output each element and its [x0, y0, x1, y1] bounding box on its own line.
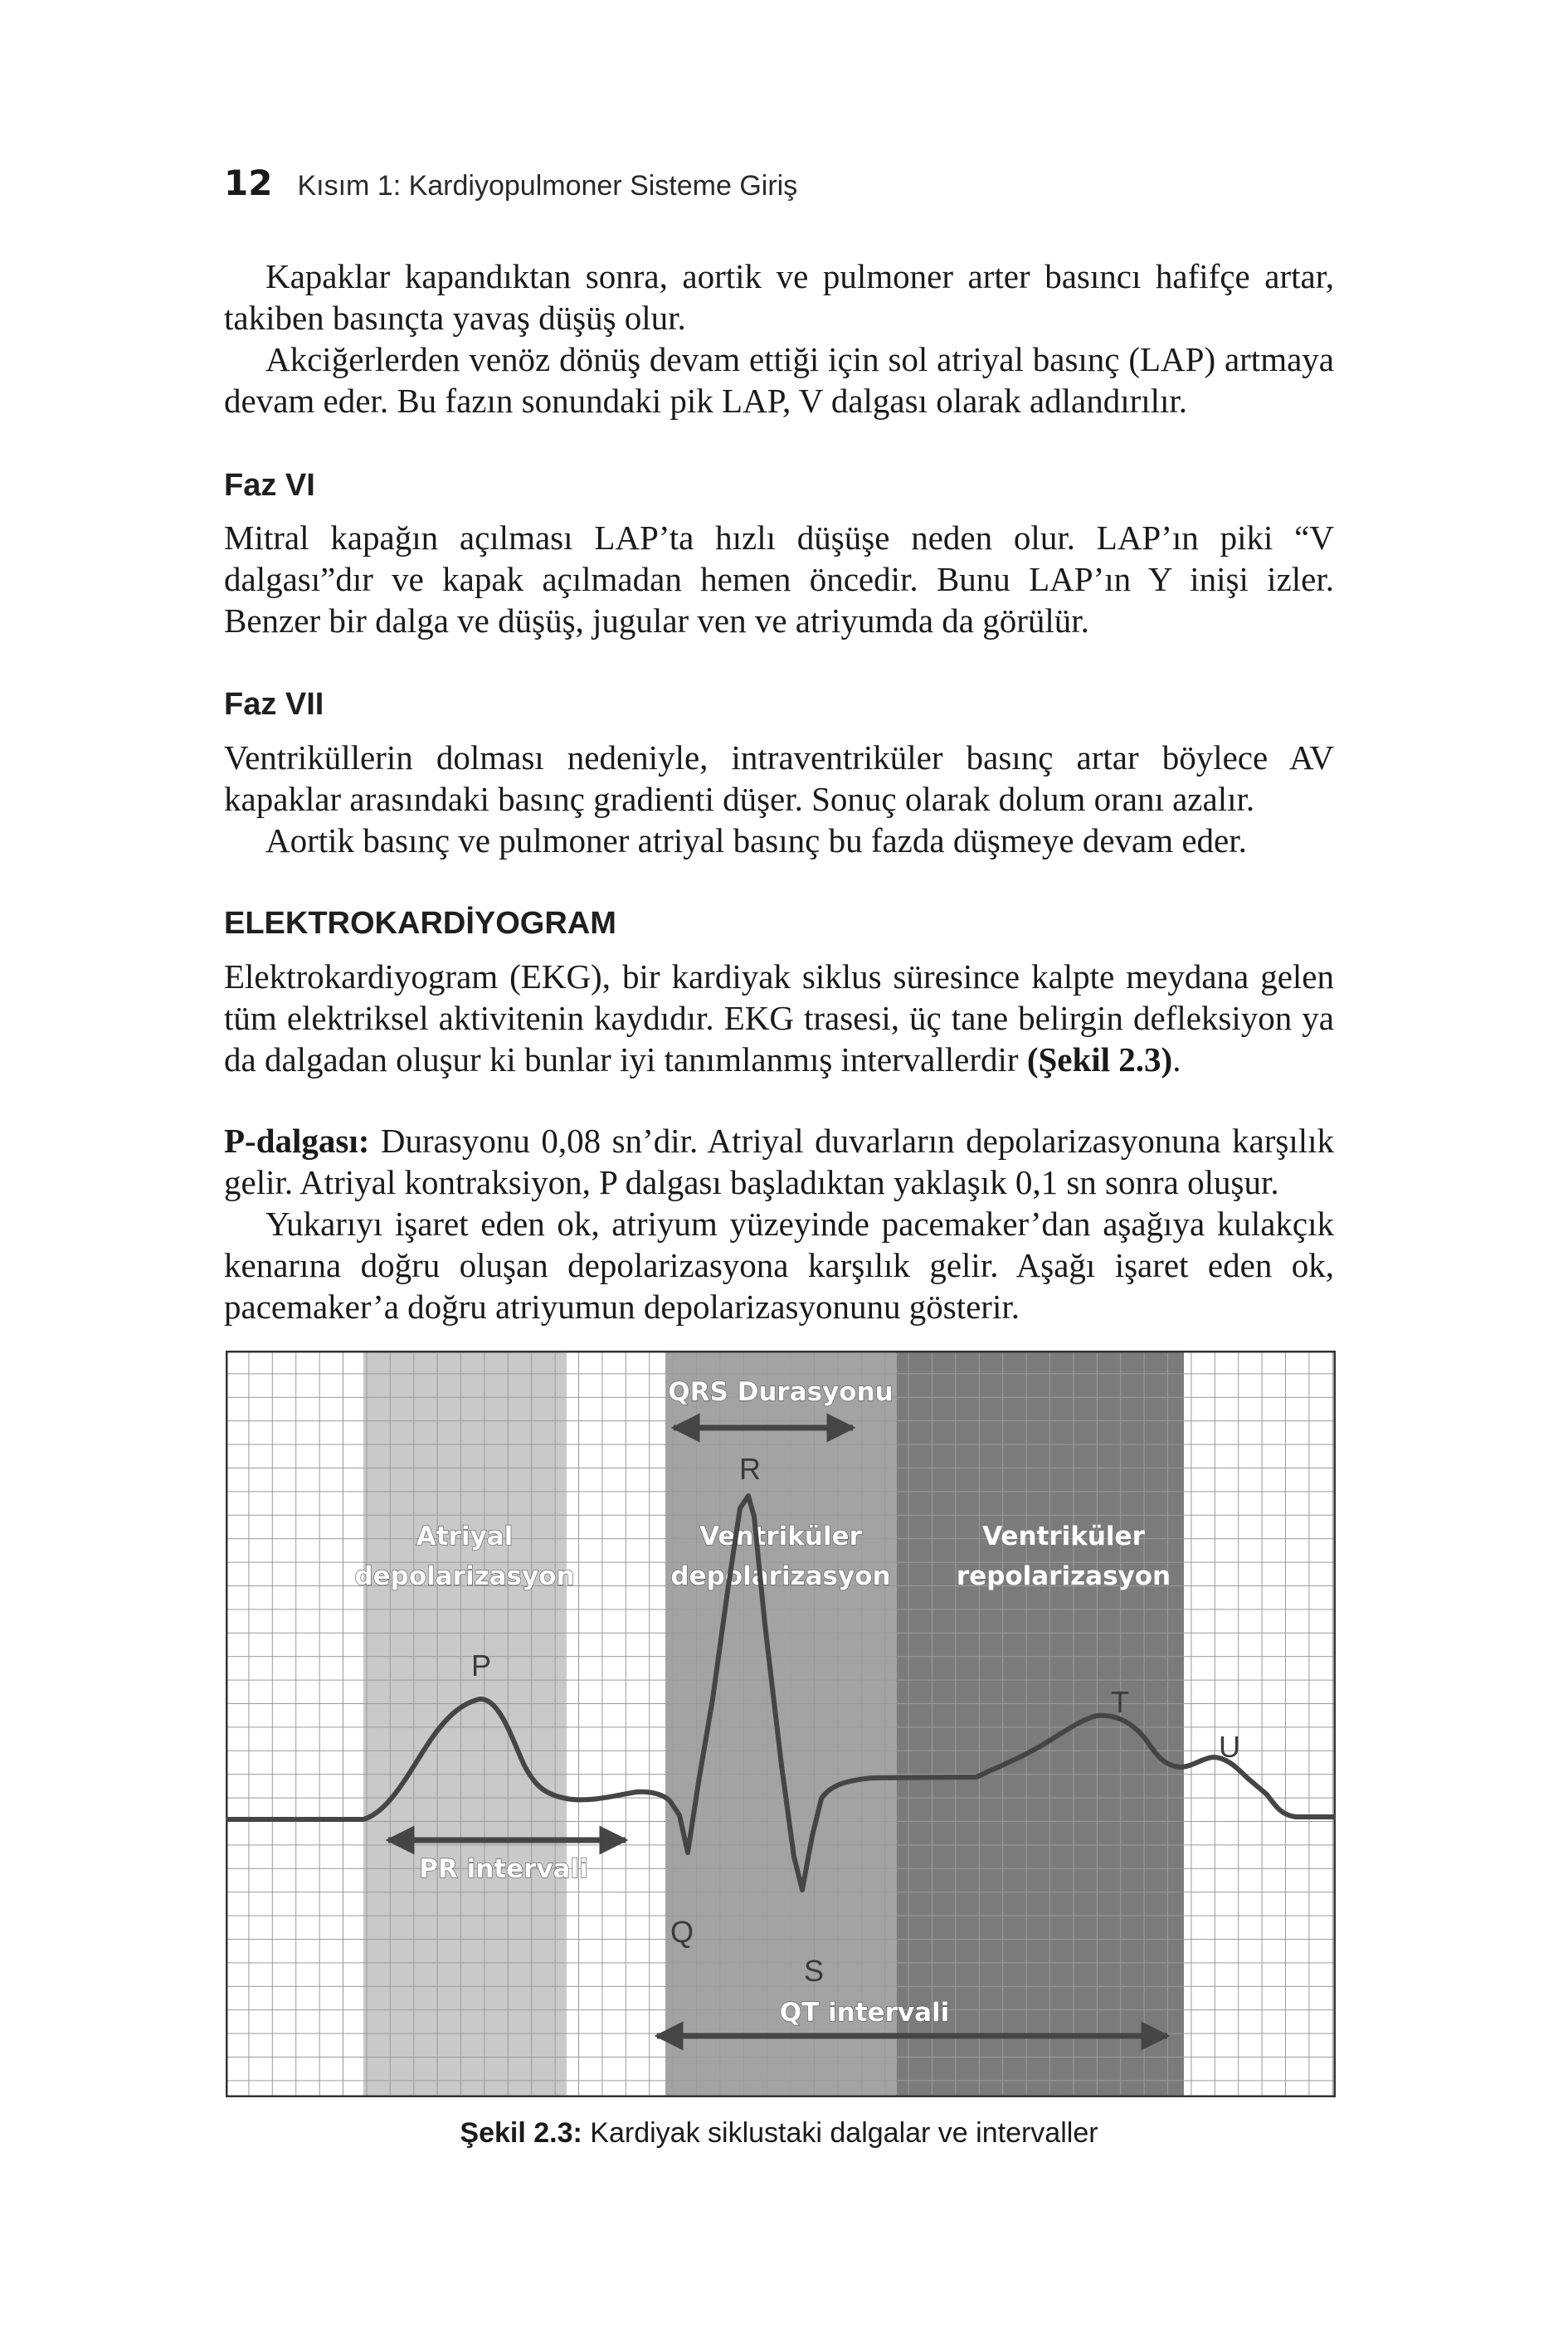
paragraph-6-text: Elektrokardiyogram (EKG), bir kardiyak siklus süresince kalpte meydana gelen tüm elektriksel aktivitenin kaydıdır. EKG trasesi, üç tane belirgin defleksiyon ya da dalgadan oluşur ki bunlar iyi tanımlanmış intervallerdir	[224, 957, 1334, 1079]
paragraph-4: Ventriküllerin dolması nedeniyle, intraventriküler basınç artar böylece AV kapaklar arasındaki basınç gradienti düşer. Sonuç olarak dolum oranı azalır.	[224, 738, 1334, 818]
atrial-label-line2: depolarizasyon	[354, 1561, 575, 1591]
heading-faz-vi: Faz VI	[224, 468, 315, 503]
ventricular-depol-label-line2: depolarizasyon	[670, 1561, 891, 1591]
q-wave-label: Q	[670, 1915, 694, 1949]
u-wave-label: U	[1219, 1730, 1240, 1764]
p-wave-label: P	[470, 1648, 492, 1682]
ventricular-repol-label-line2: repolarizasyon	[956, 1561, 1171, 1591]
paragraph-7-text: Durasyonu 0,08 sn’dir. Atriyal duvarların depolarizasyonuna karşılık gelir. Atriyal kontraksiyon, P dalgası başladıktan yaklaşık 0,1 sn sonra oluşur.	[224, 1122, 1334, 1201]
figure-reference: (Şekil 2.3)	[1026, 1040, 1173, 1079]
figure-caption	[224, 2117, 1334, 2150]
s-wave-label: S	[803, 1954, 825, 1988]
paragraph-6	[224, 956, 1334, 1080]
paragraph-1: Kapaklar kapandıktan sonra, aortik ve pulmoner arter basıncı hafifçe artar, takiben basınçta yavaş düşüş olur.	[224, 257, 1334, 337]
page-number: 12	[224, 163, 273, 203]
qt-interval-label: QT intervali	[779, 1998, 950, 2028]
term-p-dalgasi: P-dalgası:	[224, 1122, 370, 1160]
r-wave-label: R	[739, 1452, 761, 1486]
paragraph-6-end: .	[1172, 1040, 1181, 1079]
atrial-label-line1: Atriyal	[416, 1522, 514, 1551]
pr-interval-label: PR intervali	[419, 1854, 588, 1884]
ventricular-repol-label-line1: Ventriküler	[982, 1522, 1145, 1551]
t-wave-label: T	[1111, 1685, 1129, 1719]
paragraph-5: Aortik basınç ve pulmoner atriyal basınç bu fazda düşmeye devam eder.	[265, 821, 1247, 859]
ekg-figure	[226, 1351, 1336, 2097]
running-header	[224, 163, 797, 203]
heading-faz-vii: Faz VII	[224, 687, 324, 722]
qrs-duration-label: QRS Durasyonu	[668, 1377, 894, 1407]
caption-label: Şekil 2.3:	[460, 2117, 582, 2149]
running-title: Kısım 1: Kardiyopulmoner Sisteme Giriş	[297, 170, 798, 202]
ventricular-depol-label-line1: Ventriküler	[699, 1522, 862, 1551]
paragraph-2: Akciğerlerden venöz dönüş devam ettiği için sol atriyal basınç (LAP) artmaya devam eder. Bu fazın sonundaki pik LAP, V dalgası olarak adlandırılır.	[224, 340, 1334, 420]
paragraph-8: Yukarıyı işaret eden ok, atriyum yüzeyinde pacemaker’dan aşağıya kulakçık kenarına doğru oluşan depolarizasyona karşılık gelir. Aşağı işaret eden ok, pacemaker’a doğru atriyumun depolarizasyonunu gösterir.	[224, 1205, 1334, 1326]
heading-elektrokardiyogram: ELEKTROKARDİYOGRAM	[224, 906, 616, 941]
paragraph-3: Mitral kapağın açılması LAP’ta hızlı düşüşe neden olur. LAP’ın piki “V dalgası”dır ve kapak açılmadan hemen öncedir. Bunu LAP’ın Y inişi izler. Benzer bir dalga ve düşüş, jugular ven ve atriyumda da görülür.	[224, 519, 1334, 640]
grid	[226, 1351, 1336, 2097]
caption-text: Kardiyak siklustaki dalgalar ve intervaller	[582, 2117, 1098, 2149]
paragraph-7	[224, 1120, 1334, 1203]
